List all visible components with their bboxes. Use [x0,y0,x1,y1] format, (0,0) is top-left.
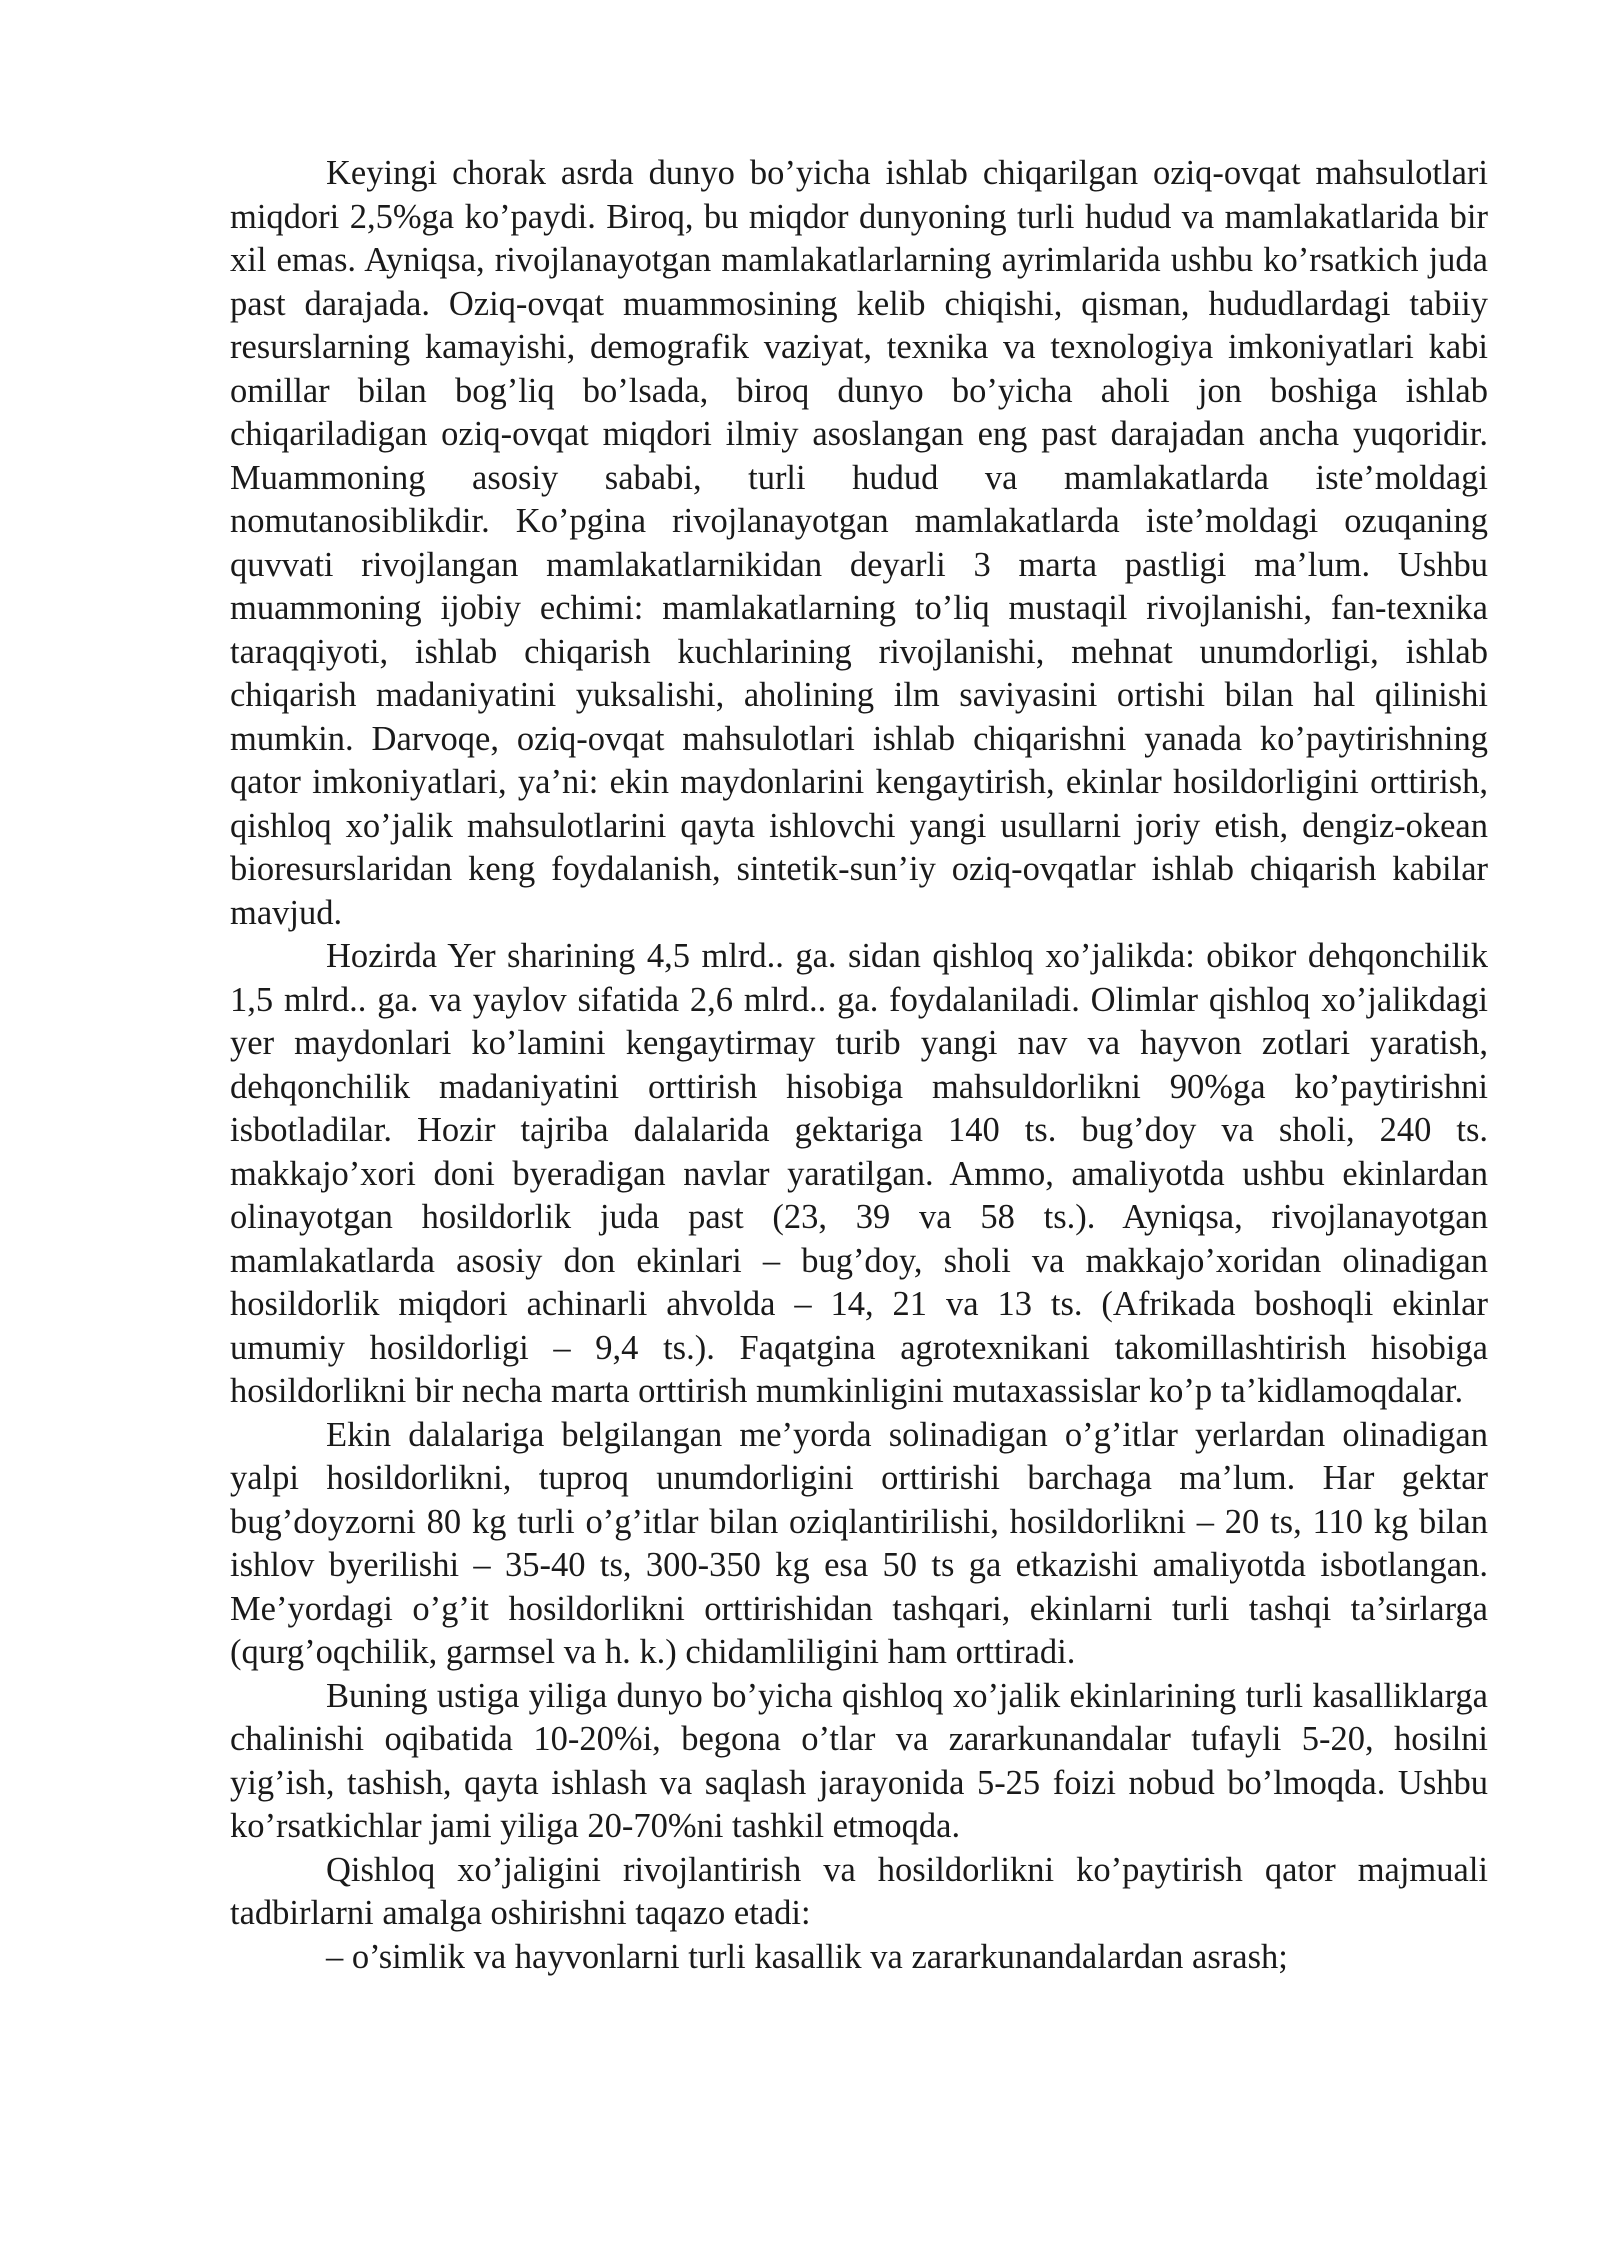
paragraph-land-use: Hozirda Yer sharining 4,5 mlrd.. ga. sidan qishloq xo’jalikda: obikor dehqonchilik 1,5 mlrd.. ga. va yaylov sifatida 2,6 mlrd.. ga. foydalaniladi. Olimlar qishloq xo’jalikdagi yer maydonlari ko’lamini kengaytirmay turib yangi nav va hayvon zotlari yaratish, dehqonchilik madaniyatini orttirish hisobiga mahsuldorlikni 90%ga ko’paytirishni isbotladilar. Hozir tajriba dalalarida gektariga 140 ts. bug’doy va sholi, 240 ts. makkajo’xori doni byeradigan navlar yaratilgan. Ammo, amaliyotda ushbu ekinlardan olinayotgan hosildorlik juda past (23, 39 va 58 ts.). Ayniqsa, rivojlanayotgan mamlakatlarda asosiy don ekinlari – bug’doy, sholi va makkajo’xoridan olinadigan hosildorlik miqdori achinarli ahvolda – 14, 21 va 13 ts. (Afrikada boshoqli ekinlar umumiy hosildorligi – 9,4 ts.). Faqatgina agrotexnikani takomillashtirish hisobiga hosildorlikni bir necha marta orttirish mumkinligini mutaxassislar ko’p ta’kidlamoqdalar. [230,937,1488,1410]
paragraph-measures-intro: Qishloq xo’jaligini rivojlantirish va hosildorlikni ko’paytirish qator majmuali tadbirlarni amalga oshirishni taqazo etadi: [230,1850,1488,1932]
paragraph-food-production: Keyingi chorak asrda dunyo bo’yicha ishlab chiqarilgan oziq-ovqat mahsulotlari miqdori 2,5%ga ko’paydi. Biroq, bu miqdor dunyoning turli hudud va mamlakatlarida bir xil emas. Ayniqsa, rivojlanayotgan mamlakatlarlarning ayrimlarida ushbu ko’rsatkich juda past darajada. Oziq-ovqat muammosining kelib chiqishi, qisman, hududlardagi tabiiy resurslarning kamayishi, demografik vaziyat, texnika va texnologiya imkoniyatlari kabi omillar bilan bog’liq bo’lsada, biroq dunyo bo’yicha aholi jon boshiga ishlab chiqariladigan oziq-ovqat miqdori ilmiy asoslangan eng past darajadan ancha yuqoridir. Muammoning asosiy sababi, turli hudud va mamlakatlarda iste’moldagi nomutanosiblikdir. Ko’pgina rivojlanayotgan mamlakatlarda iste’moldagi ozuqaning quvvati rivojlangan mamlakatlarnikidan deyarli 3 marta pastligi ma’lum. Ushbu muammoning ijobiy echimi: mamlakatlarning to’liq mustaqil rivojlanishi, fan-texnika taraqqiyoti, ishlab chiqarish kuchlarining rivojlanishi, mehnat unumdorligi, ishlab chiqarish madaniyatini yuksalishi, aholining ilm saviyasini ortishi bilan hal qilinishi mumkin. Darvoqe, oziq-ovqat mahsulotlari ishlab chiqarishni yanada ko’paytirishning qator imkoniyatlari, ya’ni: ekin maydonlarini kengaytirish, ekinlar hosildorligini orttirish, qishloq xo’jalik mahsulotlarini qayta ishlovchi yangi usullarni joriy etish, dengiz-okean bioresurslaridan keng foydalanish, sintetik-sun’iy oziq-ovqatlar ishlab chiqarish kabilar mavjud. [230,154,1488,932]
document-page [230,152,1488,1979]
paragraph-fertilizers: Ekin dalalariga belgilangan me’yorda solinadigan o’g’itlar yerlardan olinadigan yalpi hosildorlikni, tuproq unumdorligini orttirishi barchaga ma’lum. Har gektar bug’doyzorni 80 kg turli o’g’itlar bilan oziqlantirilishi, hosildorlikni – 20 ts, 110 kg bilan ishlov byerilishi – 35-40 ts, 300-350 kg esa 50 ts ga etkazishi amaliyotda isbotlangan. Me’yordagi o’g’it hosildorlikni orttirishidan tashqari, ekinlarni turli tashqi ta’sirlarga (qurg’oqchilik, garmsel va h. k.) chidamliligini ham orttiradi. [230,1415,1488,1671]
paragraph-crop-losses: Buning ustiga yiliga dunyo bo’yicha qishloq xo’jalik ekinlarining turli kasalliklarga chalinishi oqibatida 10-20%i, begona o’tlar va zararkunandalar tufayli 5-20, hosilni yig’ish, tashish, qayta ishlash va saqlash jarayonida 5-25 foizi nobud bo’lmoqda. Ushbu ko’rsatkichlar jami yiliga 20-70%ni tashkil etmoqda. [230,1676,1488,1845]
list-item-protection: – o’simlik va hayvonlarni turli kasallik va zararkunandalardan asrash; [326,1937,1288,1976]
